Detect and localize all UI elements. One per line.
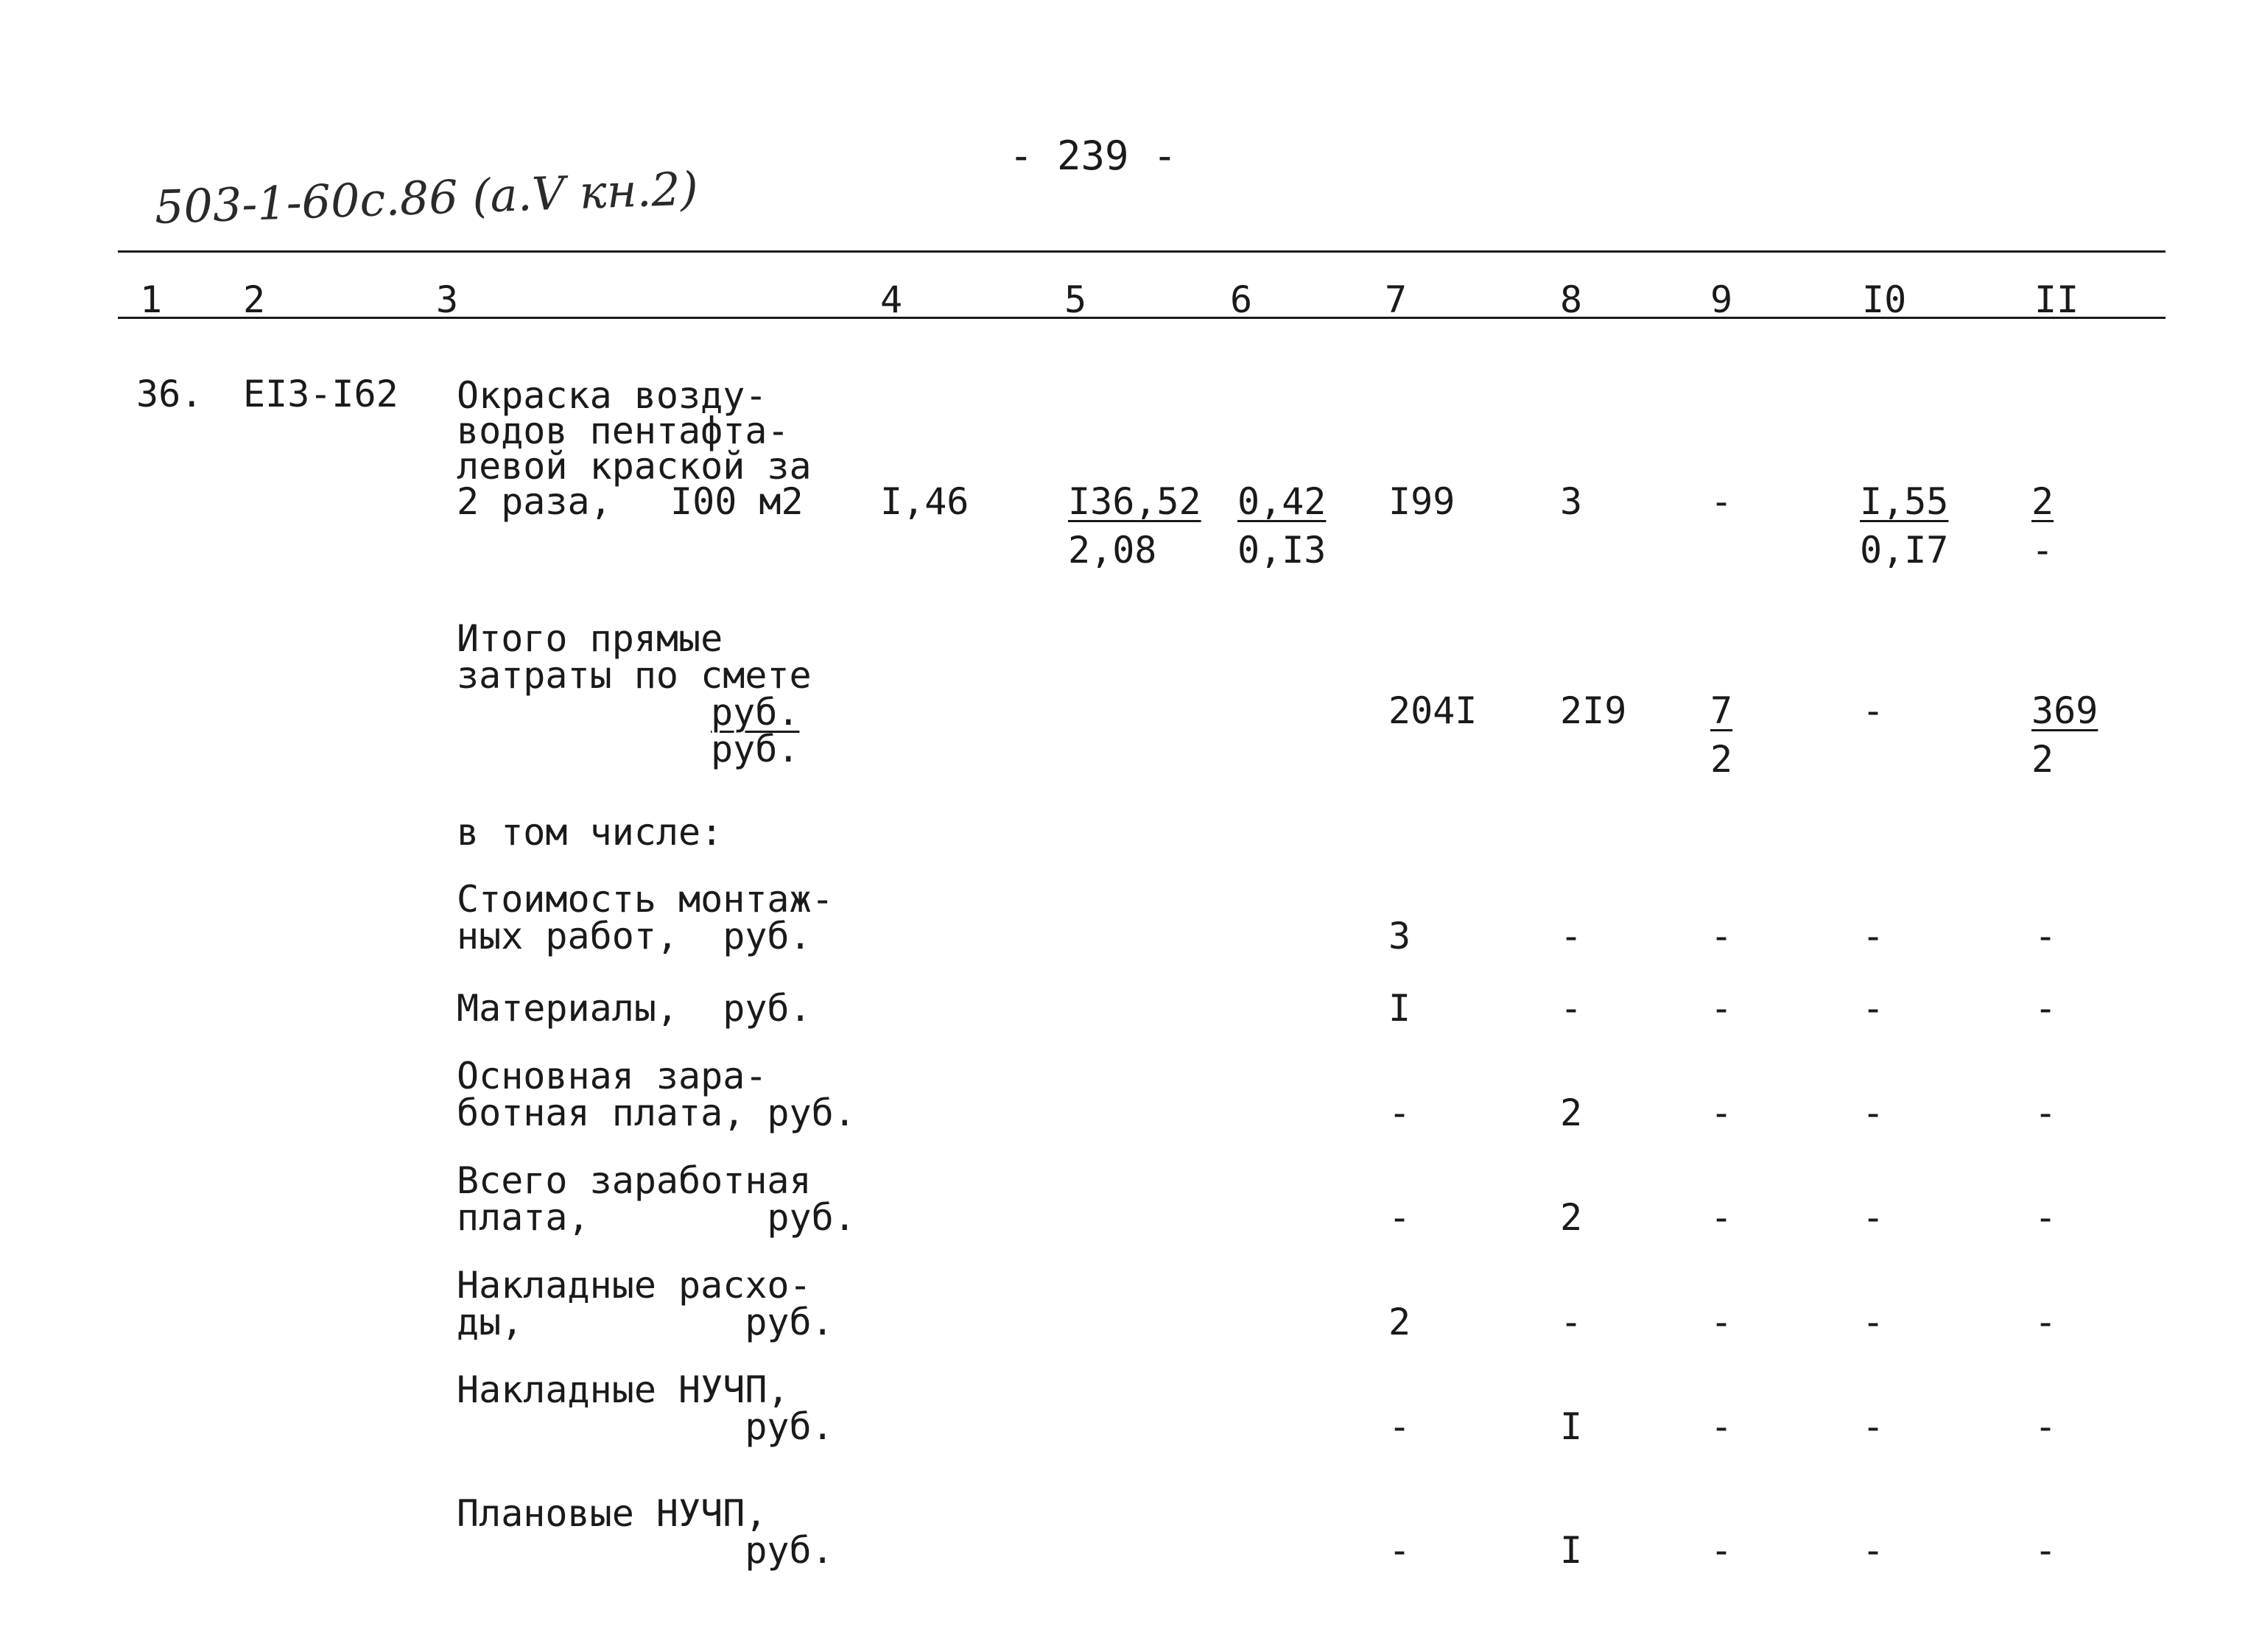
row-label-line-1: Материалы, руб.	[457, 987, 812, 1030]
row-col11: -	[2034, 1405, 2057, 1448]
row-col9: -	[1710, 1529, 1733, 1572]
row-col9: -	[1710, 1196, 1733, 1239]
row-label-line-1: Стоимость монтаж-	[457, 878, 834, 921]
item-col6-top: 0,42	[1237, 480, 1327, 523]
item-col7: I99	[1388, 480, 1455, 523]
item-col6-bottom: 0,I3	[1237, 529, 1327, 572]
row-col7: -	[1388, 1405, 1411, 1448]
item-code: EI3-I62	[243, 373, 398, 415]
col-header-2: 2	[243, 278, 266, 321]
col-header-4: 4	[880, 278, 903, 321]
row-col10: -	[1862, 1405, 1885, 1448]
item-description-line-2: водов пентафта-	[457, 410, 790, 452]
row-col8: -	[1560, 1301, 1583, 1343]
item-col10-top: I,55	[1860, 480, 1949, 523]
row-col10: -	[1862, 1529, 1885, 1572]
handwritten-reference: 503-1-60с.86 (а.V кн.2)	[153, 161, 699, 234]
row-col11: -	[2034, 1529, 2057, 1572]
col-header-5: 5	[1064, 278, 1087, 321]
col-header-11: II	[2034, 278, 2079, 321]
item-col10-bottom: 0,I7	[1860, 529, 1949, 572]
item-col9: -	[1710, 480, 1733, 523]
row-col7: -	[1388, 1092, 1411, 1134]
row-col11: -	[2034, 1196, 2057, 1239]
total-unit-bottom: руб.	[711, 728, 800, 770]
row-label-line-1: Накладные расхо-	[457, 1264, 812, 1307]
total-col11-bottom: 2	[2031, 738, 2054, 781]
item-col5-top: I36,52	[1068, 480, 1201, 523]
col-header-6: 6	[1230, 278, 1253, 321]
total-col9-bottom: 2	[1710, 738, 1733, 781]
total-col11-top: 369	[2031, 689, 2098, 732]
row-col8: 2	[1560, 1092, 1583, 1134]
col-header-9: 9	[1710, 278, 1733, 321]
row-col10: -	[1862, 1196, 1885, 1239]
item-quantity: I,46	[880, 480, 969, 523]
row-col8: -	[1560, 987, 1583, 1030]
row-col9: -	[1710, 1405, 1733, 1448]
row-col9: -	[1710, 1301, 1733, 1343]
total-col9-top: 7	[1710, 689, 1733, 732]
row-col8: I	[1560, 1405, 1583, 1448]
row-col9: -	[1710, 1092, 1733, 1134]
row-label-line-2: плата, руб.	[457, 1196, 856, 1239]
row-col11: -	[2034, 987, 2057, 1030]
row-col10: -	[1862, 1301, 1885, 1343]
item-number: 36.	[136, 373, 203, 415]
row-label-line-1: Плановые НУЧП,	[457, 1492, 768, 1535]
col-header-3: 3	[436, 278, 459, 321]
row-col7: 2	[1388, 1301, 1411, 1343]
row-col10: -	[1862, 915, 1885, 957]
total-col10: -	[1862, 689, 1885, 732]
item-col5-bottom: 2,08	[1068, 529, 1157, 572]
row-label-line-2: ботная плата, руб.	[457, 1092, 856, 1134]
item-col11-bottom: -	[2031, 529, 2054, 572]
total-unit-top: руб.	[711, 691, 800, 734]
including-label: в том числе:	[457, 811, 723, 854]
row-col10: -	[1862, 1092, 1885, 1134]
item-description-line-3: левой краской за	[457, 445, 812, 488]
row-col7: -	[1388, 1529, 1411, 1572]
row-col8: 2	[1560, 1196, 1583, 1239]
item-col11-top: 2	[2031, 480, 2054, 523]
total-label-line-2: затраты по смете	[457, 654, 812, 697]
total-col7: 204I	[1388, 689, 1478, 732]
col-header-7: 7	[1385, 278, 1408, 321]
col-header-1: 1	[140, 278, 163, 321]
page-number: - 239 -	[1009, 133, 1177, 179]
row-label-line-1: Основная зара-	[457, 1055, 768, 1097]
col-header-8: 8	[1560, 278, 1583, 321]
item-unit: I00 м2	[670, 480, 804, 523]
header-rule-bottom	[118, 317, 2166, 319]
row-col11: -	[2034, 1301, 2057, 1343]
row-col11: -	[2034, 1092, 2057, 1134]
row-label-line-2: руб.	[457, 1529, 834, 1572]
col-header-10: I0	[1862, 278, 1907, 321]
row-label-line-2: ных работ, руб.	[457, 915, 812, 957]
row-col11: -	[2034, 915, 2057, 957]
total-col8: 2I9	[1560, 689, 1627, 732]
row-col9: -	[1710, 987, 1733, 1030]
row-col8: I	[1560, 1529, 1583, 1572]
item-description-line-4: 2 раза,	[457, 480, 612, 523]
total-label-line-1: Итого прямые	[457, 617, 723, 660]
row-label-line-2: руб.	[457, 1405, 834, 1448]
row-col8: -	[1560, 915, 1583, 957]
row-col7: 3	[1388, 915, 1411, 957]
header-rule-top	[118, 250, 2166, 253]
item-col8: 3	[1560, 480, 1583, 523]
row-label-line-1: Накладные НУЧП,	[457, 1368, 790, 1411]
row-col9: -	[1710, 915, 1733, 957]
row-col7: -	[1388, 1196, 1411, 1239]
item-description-line-1: Окраска возду-	[457, 374, 768, 417]
row-label-line-2: ды, руб.	[457, 1301, 834, 1343]
row-col10: -	[1862, 987, 1885, 1030]
row-label-line-1: Всего заработная	[457, 1159, 812, 1202]
row-col7: I	[1388, 987, 1411, 1030]
